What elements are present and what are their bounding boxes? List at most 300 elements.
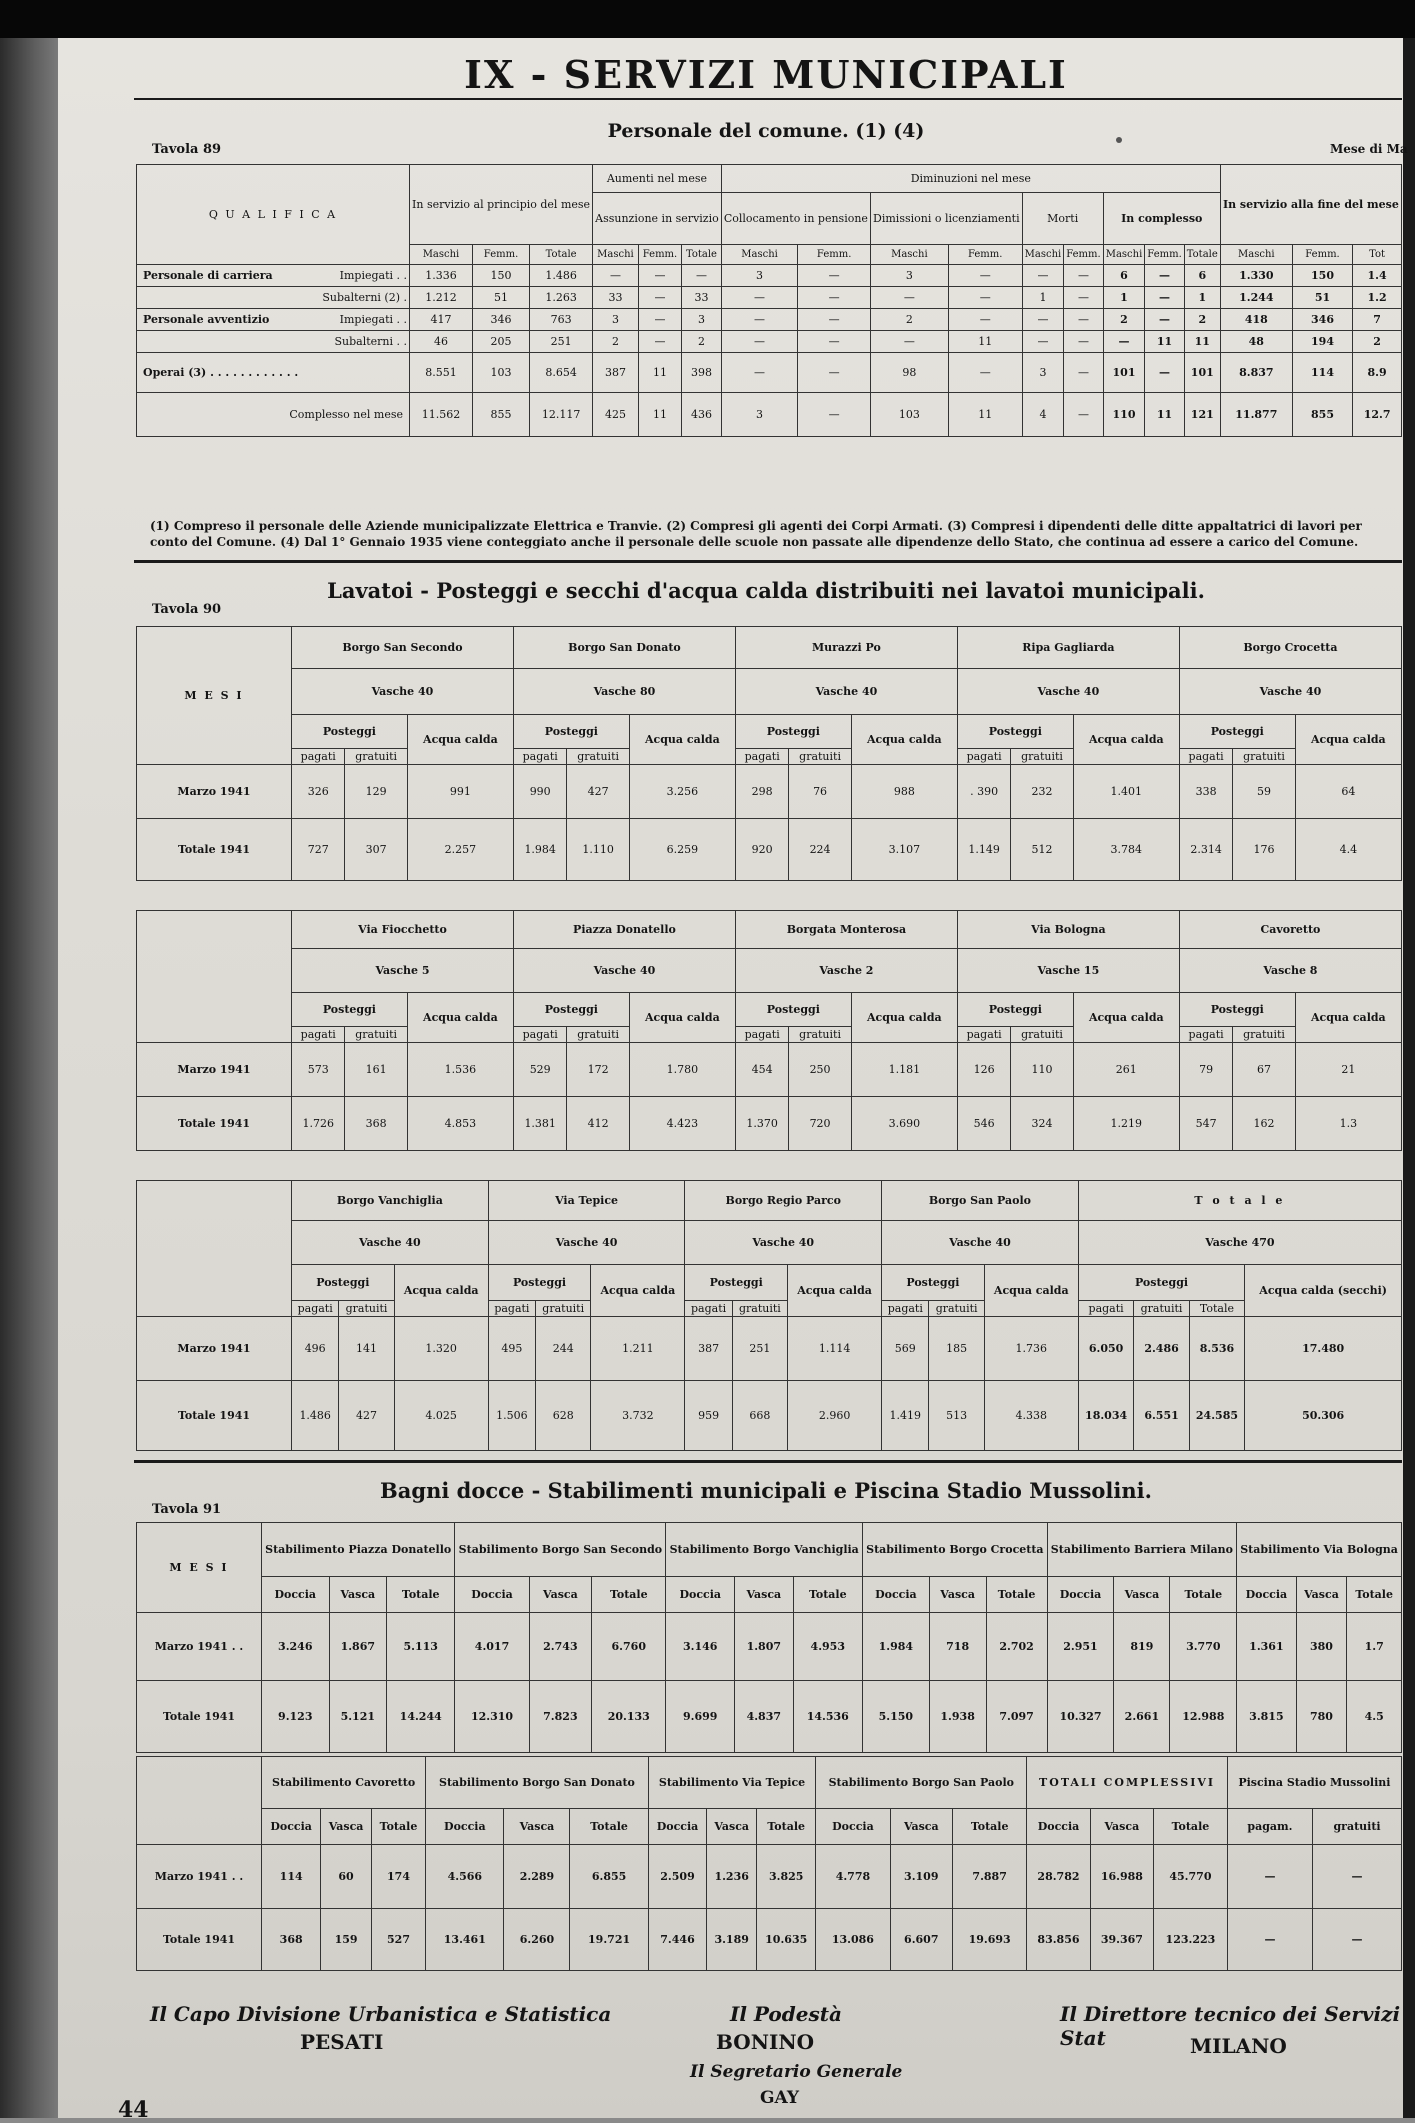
value-cell: 83.856 xyxy=(1027,1909,1090,1971)
value-cell: 4.338 xyxy=(984,1381,1078,1451)
acqua-calda-header: Acqua calda xyxy=(788,1265,882,1317)
value-cell: 727 xyxy=(292,819,345,881)
value-cell: 13.086 xyxy=(816,1909,890,1971)
table-89-footnote: (1) Compreso il personale delle Aziende municipalizzate Elettrica e Tranvie. (2) Compresi gli agenti dei Corpi Armati. (3) Compresi i dipendenti delle ditte appaltatrici di lavori per conto del Comune. (4) Dal 1° Gennaio 1935 viene conteggiato anche il personale delle scuole non passate alle dipendenze dello Stato, che continua ad essere a carico del Comune. xyxy=(150,519,1362,549)
chapter-rule xyxy=(134,98,1402,100)
value-cell: 24.585 xyxy=(1189,1381,1245,1451)
value-cell: 13.461 xyxy=(426,1909,504,1971)
table-90-label: Tavola 90 xyxy=(152,602,222,617)
table-row xyxy=(137,353,1402,393)
value-cell: 1.486 xyxy=(530,265,593,287)
value-cell: 2.289 xyxy=(504,1845,570,1909)
value-cell: — xyxy=(1103,331,1145,353)
row-label: Marzo 1941 . . xyxy=(137,1613,262,1681)
value-cell: 162 xyxy=(1233,1097,1295,1151)
vasca-header: Vasca xyxy=(321,1809,372,1845)
acqua-calda-header: Acqua calda xyxy=(1073,715,1179,765)
value-cell: 1.938 xyxy=(929,1681,986,1753)
value-cell: — xyxy=(798,265,871,287)
table-90-block-3 xyxy=(136,1180,1402,1451)
value-cell: 368 xyxy=(262,1909,321,1971)
value-cell: — xyxy=(1022,265,1064,287)
stabilimento-name: Stabilimento Via Bologna xyxy=(1237,1523,1402,1577)
sub-header-cell: Femm. xyxy=(638,245,681,265)
doccia-header: Doccia xyxy=(262,1577,330,1613)
value-cell: 1.320 xyxy=(394,1317,488,1381)
value-cell: 4.5 xyxy=(1347,1681,1402,1753)
value-cell: 2 xyxy=(1353,331,1402,353)
row-label xyxy=(137,287,410,309)
value-cell: 98 xyxy=(870,353,948,393)
value-cell: — xyxy=(721,353,798,393)
pagati-header: pagati xyxy=(735,749,788,765)
value-cell: — xyxy=(1064,393,1103,437)
value-cell: 819 xyxy=(1114,1613,1170,1681)
table-89 xyxy=(136,164,1402,437)
value-cell: 6.855 xyxy=(570,1845,648,1909)
row-label-text: Subalterni (2) . xyxy=(322,291,407,304)
row-label xyxy=(137,331,410,353)
scan-top-border xyxy=(0,0,1415,38)
row-label xyxy=(137,309,410,331)
diminuzioni-header: Diminuzioni nel mese xyxy=(721,165,1220,193)
value-cell: 185 xyxy=(929,1317,984,1381)
totale-header: T o t a l e xyxy=(1078,1181,1401,1221)
posteggi-header: Posteggi xyxy=(882,1265,985,1301)
value-cell: 7.097 xyxy=(986,1681,1047,1753)
value-cell: 9.123 xyxy=(262,1681,330,1753)
stabilimento-name: Stabilimento Borgo San Paolo xyxy=(816,1757,1027,1809)
value-cell: 251 xyxy=(732,1317,787,1381)
vasca-header: Vasca xyxy=(929,1577,986,1613)
value-cell: 6.050 xyxy=(1078,1317,1134,1381)
row-label: Marzo 1941 . . xyxy=(137,1845,262,1909)
table-90-title: Lavatoi - Posteggi e secchi d'acqua calda distribuiti nei lavatoi municipali. xyxy=(327,578,1205,603)
value-cell: 3.146 xyxy=(666,1613,735,1681)
posteggi-header: Posteggi xyxy=(1179,993,1295,1027)
totale-header: Totale xyxy=(387,1577,455,1613)
value-cell: 159 xyxy=(321,1909,372,1971)
value-cell: 1.361 xyxy=(1237,1613,1297,1681)
value-cell: 2.486 xyxy=(1134,1317,1189,1381)
value-cell: 1 xyxy=(1103,287,1145,309)
vasche-count: Vasche 40 xyxy=(513,949,735,993)
value-cell: 3 xyxy=(1022,353,1064,393)
table-91-upper xyxy=(136,1522,1402,1753)
table-row xyxy=(137,1027,1402,1043)
table-row xyxy=(137,993,1402,1027)
value-cell: 174 xyxy=(371,1845,425,1909)
value-cell: 427 xyxy=(567,765,629,819)
value-cell: 417 xyxy=(410,309,473,331)
value-cell: 326 xyxy=(292,765,345,819)
value-cell: 46 xyxy=(410,331,473,353)
gratuiti-header: gratuiti xyxy=(789,1027,851,1043)
value-cell: 64 xyxy=(1295,765,1401,819)
scan-binding-edge xyxy=(0,38,58,2118)
doccia-header: Doccia xyxy=(455,1577,529,1613)
value-cell: 33 xyxy=(593,287,639,309)
value-cell: 19.721 xyxy=(570,1909,648,1971)
table-90-block-2 xyxy=(136,910,1402,1151)
value-cell: 1.867 xyxy=(329,1613,387,1681)
value-cell: 250 xyxy=(789,1043,851,1097)
acqua-calda-header: Acqua calda xyxy=(629,715,735,765)
value-cell: 4.017 xyxy=(455,1613,529,1681)
value-cell: 1.236 xyxy=(707,1845,757,1909)
doccia-header: Doccia xyxy=(863,1577,930,1613)
value-cell: 16.988 xyxy=(1090,1845,1153,1909)
value-cell: 12.310 xyxy=(455,1681,529,1753)
value-cell: 387 xyxy=(685,1317,732,1381)
posteggi-header: Posteggi xyxy=(292,993,408,1027)
value-cell: — xyxy=(1064,331,1103,353)
acqua-calda-header: Acqua calda xyxy=(591,1265,685,1317)
sub-header-cell: Totale xyxy=(1184,245,1220,265)
value-cell: 172 xyxy=(567,1043,629,1097)
value-cell: 45.770 xyxy=(1154,1845,1228,1909)
value-cell: 5.150 xyxy=(863,1681,930,1753)
table-row xyxy=(137,1809,1402,1845)
value-cell: 2.509 xyxy=(648,1845,707,1909)
totale-header: Totale xyxy=(371,1809,425,1845)
value-cell: 110 xyxy=(1103,393,1145,437)
value-cell: — xyxy=(1227,1909,1312,1971)
vasche-count: Vasche 40 xyxy=(882,1221,1079,1265)
posteggi-header: Posteggi xyxy=(292,715,408,749)
value-cell: 1.506 xyxy=(488,1381,535,1451)
group-label: Personale avventizio xyxy=(143,313,270,326)
value-cell: 425 xyxy=(593,393,639,437)
value-cell: 51 xyxy=(1292,287,1352,309)
value-cell: 101 xyxy=(1184,353,1220,393)
value-cell: 495 xyxy=(488,1317,535,1381)
vasca-header: Vasca xyxy=(1296,1577,1347,1613)
value-cell: — xyxy=(1022,331,1064,353)
qualifica-header: Q U A L I F I C A xyxy=(137,165,410,265)
value-cell: 398 xyxy=(682,353,722,393)
value-cell: 5.113 xyxy=(387,1613,455,1681)
value-cell: 512 xyxy=(1011,819,1073,881)
stabilimento-name: Stabilimento Borgo Crocetta xyxy=(863,1523,1048,1577)
value-cell: — xyxy=(638,331,681,353)
value-cell: 720 xyxy=(789,1097,851,1151)
posteggi-header: Posteggi xyxy=(1078,1265,1244,1301)
acqua-calda-header: Acqua calda (secchi) xyxy=(1245,1265,1402,1317)
mesi-header: M E S I xyxy=(137,1523,262,1613)
posteggi-header: Posteggi xyxy=(957,993,1073,1027)
doccia-header: Doccia xyxy=(426,1809,504,1845)
value-cell: 103 xyxy=(870,393,948,437)
vasca-header: Vasca xyxy=(1114,1577,1170,1613)
gratuiti-header: gratuiti xyxy=(929,1301,984,1317)
value-cell: 150 xyxy=(1292,265,1352,287)
value-cell: — xyxy=(1145,287,1184,309)
gratuiti-header: gratuiti xyxy=(567,749,629,765)
lavatoio-name: Borgo Crocetta xyxy=(1179,627,1401,669)
value-cell: 4.853 xyxy=(407,1097,513,1151)
value-cell: 1.219 xyxy=(1073,1097,1179,1151)
pagati-header: pagati xyxy=(735,1027,788,1043)
dimissioni-header: Dimissioni o licenziamenti xyxy=(870,193,1022,245)
value-cell: 103 xyxy=(472,353,529,393)
table-89-title: Personale del comune. (1) (4) xyxy=(607,120,925,142)
table-row xyxy=(137,287,1402,309)
aumenti-header: Aumenti nel mese xyxy=(593,165,722,193)
stabilimento-name: Stabilimento Via Tepice xyxy=(648,1757,816,1809)
value-cell: 380 xyxy=(1296,1613,1347,1681)
value-cell: 298 xyxy=(735,765,788,819)
value-cell: 114 xyxy=(1292,353,1352,393)
value-cell: 6.607 xyxy=(890,1909,953,1971)
value-cell: — xyxy=(1064,353,1103,393)
value-cell: 427 xyxy=(339,1381,394,1451)
lavatoio-name: Via Tepice xyxy=(488,1181,685,1221)
acqua-calda-header: Acqua calda xyxy=(984,1265,1078,1317)
footer-mid-sub: Il Segretario Generale xyxy=(690,2062,903,2082)
lavatoio-name: Borgo San Secondo xyxy=(292,627,514,669)
value-cell: 3.815 xyxy=(1237,1681,1297,1753)
value-cell: 110 xyxy=(1011,1043,1073,1097)
vasche-count: Vasche 2 xyxy=(735,949,957,993)
complesso-header: In complesso xyxy=(1103,193,1220,245)
value-cell: 1 xyxy=(1184,287,1220,309)
sub-header-cell: Totale xyxy=(530,245,593,265)
value-cell: 628 xyxy=(536,1381,591,1451)
value-cell: 50.306 xyxy=(1245,1381,1402,1451)
value-cell: 2 xyxy=(1103,309,1145,331)
footer-right-title: Il Direttore tecnico dei Servizi Stat xyxy=(1060,2002,1401,2050)
value-cell: — xyxy=(1064,265,1103,287)
value-cell: 1.244 xyxy=(1220,287,1292,309)
acqua-calda-header: Acqua calda xyxy=(851,993,957,1043)
value-cell: 39.367 xyxy=(1090,1909,1153,1971)
table-row xyxy=(137,393,1402,437)
lavatoio-name: Murazzi Po xyxy=(735,627,957,669)
value-cell: 1.381 xyxy=(513,1097,566,1151)
value-cell: 79 xyxy=(1179,1043,1232,1097)
value-cell: 1.807 xyxy=(735,1613,793,1681)
lavatoio-name: Via Fiocchetto xyxy=(292,911,514,949)
value-cell: 8.9 xyxy=(1353,353,1402,393)
value-cell: — xyxy=(682,265,722,287)
value-cell: 1.211 xyxy=(591,1317,685,1381)
value-cell: 1.536 xyxy=(407,1043,513,1097)
vasche-count: Vasche 8 xyxy=(1179,949,1401,993)
table-91-label: Tavola 91 xyxy=(152,1502,222,1517)
pagati-header: pagati xyxy=(1179,1027,1232,1043)
sub-header-cell: Femm. xyxy=(1145,245,1184,265)
value-cell: 232 xyxy=(1011,765,1073,819)
doccia-header: Doccia xyxy=(1047,1577,1114,1613)
vasca-header: Vasca xyxy=(707,1809,757,1845)
pagati-header: pagati xyxy=(1078,1301,1134,1317)
in-servizio-header: In servizio al principio del mese xyxy=(410,165,593,245)
row-label-text: Impiegati . . xyxy=(339,269,407,282)
value-cell: 855 xyxy=(1292,393,1352,437)
value-cell: 513 xyxy=(929,1381,984,1451)
value-cell: 205 xyxy=(472,331,529,353)
value-cell: 244 xyxy=(536,1317,591,1381)
value-cell: 9.699 xyxy=(666,1681,735,1753)
value-cell: 6 xyxy=(1184,265,1220,287)
scan-right-edge xyxy=(1403,38,1415,2118)
value-cell: 1 xyxy=(1022,287,1064,309)
value-cell: — xyxy=(1145,265,1184,287)
value-cell: 251 xyxy=(530,331,593,353)
value-cell: — xyxy=(798,393,871,437)
totale-header: Totale xyxy=(757,1809,816,1845)
value-cell: 10.635 xyxy=(757,1909,816,1971)
value-cell: 2.960 xyxy=(788,1381,882,1451)
value-cell: 51 xyxy=(472,287,529,309)
row-label xyxy=(137,265,410,287)
value-cell: — xyxy=(638,309,681,331)
page-number: 44 xyxy=(118,2097,149,2123)
totale-header: Totale xyxy=(793,1577,862,1613)
table-row xyxy=(137,1757,1402,1809)
pagati-header: pagati xyxy=(292,749,345,765)
value-cell: — xyxy=(1064,309,1103,331)
gratuiti-header: gratuiti xyxy=(1233,749,1295,765)
value-cell: 1.3 xyxy=(1295,1097,1401,1151)
value-cell: 141 xyxy=(339,1317,394,1381)
table-row xyxy=(137,1301,1402,1317)
posteggi-header: Posteggi xyxy=(735,993,851,1027)
vasca-header: Vasca xyxy=(1090,1809,1153,1845)
table-row xyxy=(137,911,1402,949)
value-cell: 454 xyxy=(735,1043,788,1097)
vasche-count: Vasche 80 xyxy=(513,669,735,715)
table-row xyxy=(137,1221,1402,1265)
doccia-header: Doccia xyxy=(1237,1577,1297,1613)
value-cell: 387 xyxy=(593,353,639,393)
value-cell: 346 xyxy=(1292,309,1352,331)
value-cell: 11 xyxy=(948,393,1022,437)
value-cell: 2.257 xyxy=(407,819,513,881)
value-cell: 1.336 xyxy=(410,265,473,287)
value-cell: — xyxy=(1022,309,1064,331)
sub-header-cell: Femm. xyxy=(1292,245,1352,265)
vasca-header: Vasca xyxy=(329,1577,387,1613)
row-label: Complesso nel mese xyxy=(137,393,410,437)
value-cell: 1.401 xyxy=(1073,765,1179,819)
acqua-calda-header: Acqua calda xyxy=(394,1265,488,1317)
value-cell: 11 xyxy=(1145,393,1184,437)
value-cell: 14.536 xyxy=(793,1681,862,1753)
acqua-calda-header: Acqua calda xyxy=(851,715,957,765)
value-cell: 412 xyxy=(567,1097,629,1151)
gratuiti-header: gratuiti xyxy=(1313,1809,1402,1845)
pagati-header: pagati xyxy=(882,1301,929,1317)
sub-header-cell: Maschi xyxy=(1103,245,1145,265)
table-row xyxy=(137,1097,1402,1151)
value-cell: 3 xyxy=(593,309,639,331)
value-cell: 368 xyxy=(345,1097,407,1151)
row-label-text: Subalterni . . xyxy=(334,335,407,348)
value-cell: 67 xyxy=(1233,1043,1295,1097)
stabilimento-name: Stabilimento Borgo Vanchiglia xyxy=(666,1523,863,1577)
value-cell: 129 xyxy=(345,765,407,819)
posteggi-header: Posteggi xyxy=(292,1265,395,1301)
value-cell: 1.2 xyxy=(1353,287,1402,309)
value-cell: 4.566 xyxy=(426,1845,504,1909)
sub-header-cell: Tot xyxy=(1353,245,1402,265)
pagam-header: pagam. xyxy=(1227,1809,1312,1845)
table-row xyxy=(137,1181,1402,1221)
table-row xyxy=(137,331,1402,353)
value-cell: 48 xyxy=(1220,331,1292,353)
footer-left-name: PESATI xyxy=(300,2030,384,2054)
mesi-header xyxy=(137,911,292,1043)
value-cell: 7 xyxy=(1353,309,1402,331)
doccia-header: Doccia xyxy=(816,1809,890,1845)
doccia-header: Doccia xyxy=(648,1809,707,1845)
value-cell: 12.988 xyxy=(1170,1681,1237,1753)
mesi-header: M E S I xyxy=(137,627,292,765)
value-cell: 920 xyxy=(735,819,788,881)
value-cell: — xyxy=(638,265,681,287)
value-cell: 529 xyxy=(513,1043,566,1097)
value-cell: 150 xyxy=(472,265,529,287)
lavatoio-name: Borgo San Donato xyxy=(513,627,735,669)
fine-mese-header: In servizio alla fine del mese xyxy=(1220,165,1401,245)
value-cell: 1.114 xyxy=(788,1317,882,1381)
value-cell: 11 xyxy=(1145,331,1184,353)
value-cell: 33 xyxy=(682,287,722,309)
lavatoio-name: Cavoretto xyxy=(1179,911,1401,949)
value-cell: 418 xyxy=(1220,309,1292,331)
value-cell: 2 xyxy=(870,309,948,331)
table-row xyxy=(137,765,1402,819)
value-cell: 3 xyxy=(682,309,722,331)
acqua-calda-header: Acqua calda xyxy=(629,993,735,1043)
value-cell: 2.743 xyxy=(529,1613,592,1681)
value-cell: 547 xyxy=(1179,1097,1232,1151)
value-cell: 161 xyxy=(345,1043,407,1097)
value-cell: 2.661 xyxy=(1114,1681,1170,1753)
sub-header-cell: Maschi xyxy=(870,245,948,265)
value-cell: 3 xyxy=(721,265,798,287)
value-cell: 3.784 xyxy=(1073,819,1179,881)
sub-header-cell: Femm. xyxy=(472,245,529,265)
totale-header: Totale xyxy=(570,1809,648,1845)
value-cell: 261 xyxy=(1073,1043,1179,1097)
sub-header-cell: Femm. xyxy=(948,245,1022,265)
value-cell: 3 xyxy=(721,393,798,437)
mesi-header xyxy=(137,1181,292,1317)
value-cell: 2 xyxy=(682,331,722,353)
value-cell: — xyxy=(948,353,1022,393)
row-label-text: Impiegati . . xyxy=(339,313,407,326)
table-row xyxy=(137,1845,1402,1909)
value-cell: 4.4 xyxy=(1295,819,1401,881)
value-cell: 6.259 xyxy=(629,819,735,881)
value-cell: — xyxy=(948,265,1022,287)
lavatoio-name: Borgata Monterosa xyxy=(735,911,957,949)
piscina-name: Piscina Stadio Mussolini xyxy=(1227,1757,1401,1809)
totale-header: Totale xyxy=(1189,1301,1245,1317)
gratuiti-header: gratuiti xyxy=(789,749,851,765)
value-cell: 7.823 xyxy=(529,1681,592,1753)
value-cell: 2.702 xyxy=(986,1613,1047,1681)
value-cell: 3.189 xyxy=(707,1909,757,1971)
footer-mid-sub-name: GAY xyxy=(760,2088,799,2108)
footer-mid-title: Il Podestà xyxy=(730,2002,842,2026)
value-cell: 101 xyxy=(1103,353,1145,393)
value-cell: 307 xyxy=(345,819,407,881)
value-cell: 123.223 xyxy=(1154,1909,1228,1971)
